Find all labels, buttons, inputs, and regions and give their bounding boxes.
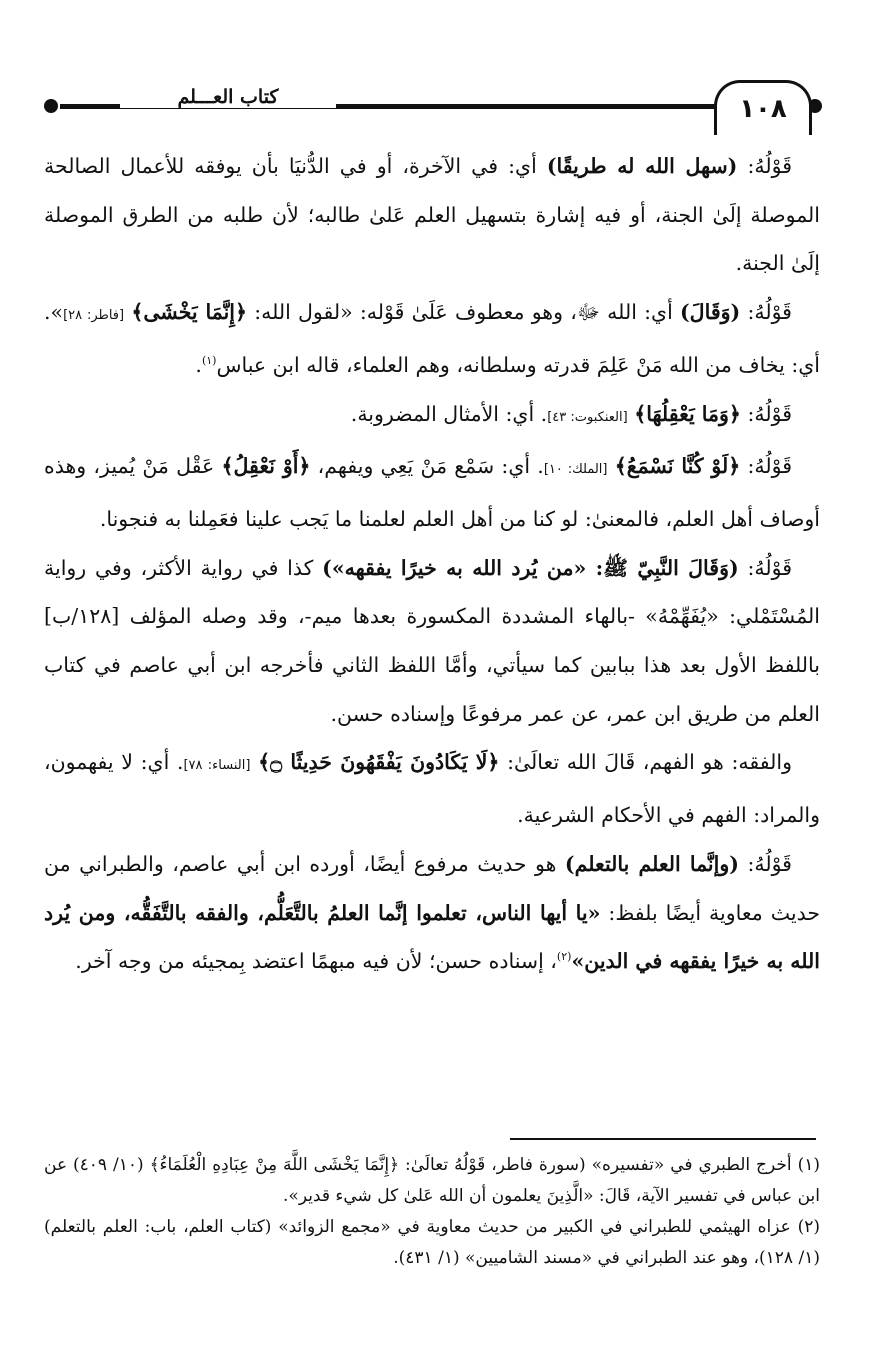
header-dot-left [44,99,58,113]
footnote [44,1212,820,1274]
text-run: ، إسناده حسن؛ لأن فيه مبهمًا اعتضد بِمجيئه من وجه آخر. [75,949,557,974]
text-run: ». أي: يخاف من الله مَنْ عَلِمَ قدرته وسلطانه، وهم العلماء، قاله ابن عباس [44,300,820,377]
text-run: (سهل الله له طريقًا) [546,154,738,178]
paragraph [44,544,820,739]
text-run [608,454,615,478]
footnote [44,1150,820,1212]
paragraph [44,840,820,986]
text-run: أي: في الآخرة، أو في الدُّنيَا بأن يوفقه للأعمال الصالحة الموصلة إلَىٰ الجنة، أو فيه إشارة بتسهيل العلم عَلىٰ طالبه؛ لأن طلبه من الطرق الموصلة إلَىٰ الجنة. [44,154,821,276]
paragraph [44,288,820,389]
text-run: هو حديث مرفوع أيضًا، أورده ابن أبي عاصم، والطبراني من حديث معاوية أيضًا بلفظ: [44,851,820,925]
text-run: (وَقَالَ النَّبِيّ ﷺ: «من يُرد الله به خيرًا يفقهه») [322,555,739,580]
text-run: قَوْلُهُ: [738,555,792,580]
text-run: (وَقَالَ) [679,300,741,325]
text-run: أي: الله ﷻ، وهو معطوف عَلَىٰ قَوْله: «لقول الله: [246,300,680,325]
text-run: قَوْلُهُ: [740,454,792,479]
text-run: . [195,352,202,377]
text-run: ﴿لَا يَكَادُونَ يَفْقَهُونَ حَدِيثًا ۝﴾ [258,750,500,775]
text-run: ﴿إِنَّمَا يَخْشَى اللَّهَ مِنْ عِبَادِهِ الْعُلَمَاءُ﴾ [149,1155,400,1175]
quran-reference: [فاطر: ٢٨] [63,308,125,324]
paragraph [44,442,820,543]
text-run: . أي: سَمْع مَنْ يَعِي ويفهم، [310,454,544,479]
quran-reference: [الملك: ١٠] [543,462,608,478]
quran-reference: [العنكبوت: ٤٣] [547,409,628,425]
text-run [250,750,258,774]
paragraph [44,142,820,288]
text-run: (٢) عزاه الهيثمي للطبراني في الكبير من حديث معاوية في «مجمع الزوائد» (كتاب العلم، باب: العلم بالتعلم) (١/ ١٢٨)، وهو عند الطبراني في «مسند الشاميين» (١/ ٤٣١). [44,1217,820,1268]
main-text [44,142,820,986]
footnotes [44,1150,820,1274]
quran-reference: [النساء: ٧٨] [183,758,251,774]
text-run: ﴿وَمَا يَعْقِلُهَا﴾ [634,401,741,426]
paragraph [44,390,820,443]
text-run: والفقه: هو الفهم، قَالَ الله تعالَىٰ: [499,750,792,775]
text-run: قَوْلُهُ: [740,401,792,426]
text-run: قَوْلُهُ: [740,300,792,325]
page-number: ١٠٨ [714,80,812,135]
page-header [0,70,873,140]
footnote-marker: (٢) [556,950,572,964]
book-title: كتاب العـــلم [120,86,336,108]
text-run: قَوْلُهُ: [738,851,792,876]
text-run: عَقْل مَنْ يُميز، وهذه أوصاف أهل العلم، فالمعنىٰ: لو كنا من أهل العلم لعلمنا ما يَجب علينا فعَمِلنا به فنجونا. [44,454,820,531]
text-run: ﴿إِنَّمَا يَخْشَى﴾ [131,300,247,325]
text-run: (وإنَّما العلم بالتعلم) [564,851,739,876]
text-run: (١٠/ ٤٠٩) عن ابن عباس في تفسير الآية، قَالَ: «الَّذِينَ يعلمون أن الله عَلىٰ كل شيء قدير». [44,1155,820,1206]
text-run: . أي: لا يفهمون، والمراد: الفهم في الأحكام الشرعية. [44,750,820,828]
text-run: ﴿لَوْ كُنَّا نَسْمَعُ﴾ [614,454,741,479]
paragraph [44,738,820,839]
footnote-marker: (١) [201,353,217,367]
text-run: (١) أخرج الطبري في «تفسيره» (سورة فاطر، قَوْلُهُ تعالَىٰ: [399,1155,820,1175]
text-run: ﴿أَوْ نَعْقِلُ﴾ [221,454,311,479]
text-run: . أي: الأمثال المضروبة. [350,401,548,426]
footnote-separator [510,1138,816,1140]
text-run: «يا أيها الناس، تعلموا إنَّما العلمُ بالتَّعَلُّم، والفقه بالتَّفَقُّه، ومن يُرد الله به خيرًا يفقهه في الدين» [44,900,820,974]
text-run: قَوْلُهُ: [737,154,792,178]
text-run: كذا في رواية الأكثر، وفي رواية المُسْتَمْلي: «يُفَهِّمْهُ» -بالهاء المشددة المكسورة بعدها ميم-، وقد وصله المؤلف [١٢٨/ب] باللفظ الأول بعد هذا ببابين كما سيأتي، وأمَّا اللفظ الثاني فأخرجه ابن أبي عاصم في كتاب العلم من طريق ابن عمر، عن عمر مرفوعًا وإسناده حسن. [44,555,820,726]
